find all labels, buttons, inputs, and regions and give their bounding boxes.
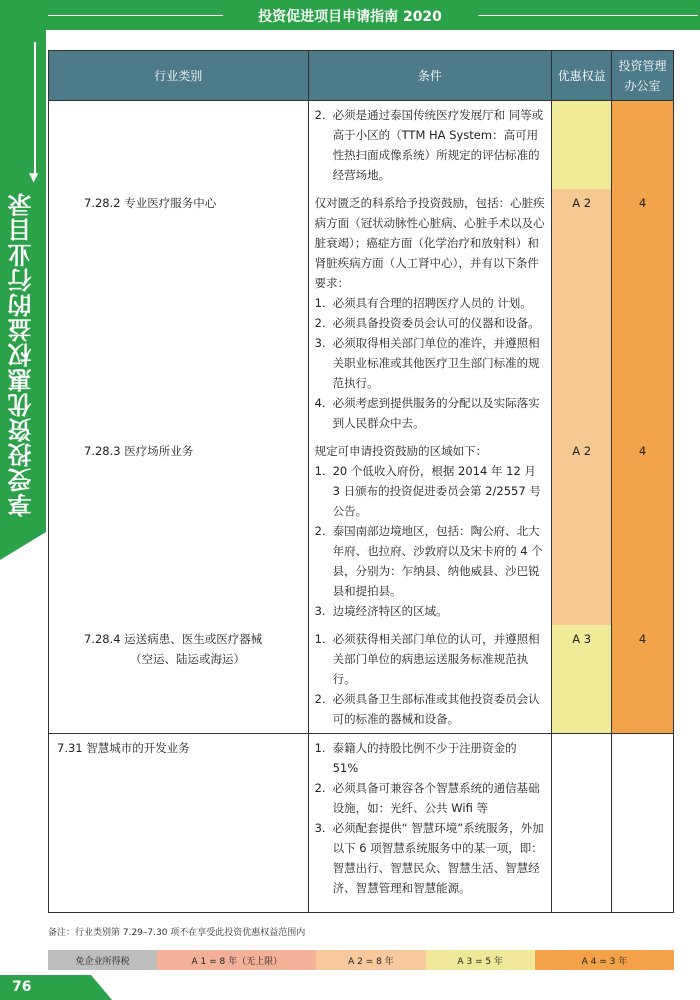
legend: [48, 950, 674, 970]
list-item: 4. 必须考虑到提供服务的分配以及实际落实到人民群众中去。: [314, 396, 540, 430]
office-cell: 4: [612, 625, 674, 734]
office-cell: 4: [612, 189, 674, 437]
table-header-row: [49, 51, 674, 101]
header-line-right: [478, 15, 698, 16]
footnote: 备注：行业类别第 7.29–7.30 项不在享受此投资优惠权益范围内: [48, 928, 306, 938]
table-row: [49, 437, 674, 625]
legend-item: 免企业所得税: [48, 950, 157, 970]
legend-item: A 1 = 8 年（无上限）: [157, 950, 316, 970]
list-item: 2. 泰国南部边境地区，包括：陶公府、北大年府、也拉府、沙敦府以及宋卡府的 4 个县，分别为：乍纳县、纳他威县、沙巴锐县和提拍县。: [314, 524, 543, 598]
table-row: [49, 101, 674, 190]
side-arrow-line: [34, 42, 36, 177]
legend-item: A 3 = 5 年: [426, 950, 535, 970]
header-category: 行业类别: [49, 51, 309, 101]
list-item: 3. 边境经济特区的区域。: [314, 604, 448, 618]
side-section-title: 享受投资优惠权益的行业目录: [8, 192, 36, 518]
arrow-down-icon: ▼: [29, 170, 39, 184]
list-item: 1. 20 个低收入府份，根据 2014 年 12 月 3 日颁布的投资促进委员会第 2/2557 号公告。: [314, 464, 541, 518]
office-cell: 4: [612, 437, 674, 625]
list-item: 1. 必须获得相关部门单位的认可，并遵照相关部门单位的病患运送服务标准规范执行。: [314, 632, 540, 686]
industry-table: [48, 50, 674, 913]
category-cell: 7.28.4 运送病患、医生或医疗器械 （空运、陆运或海运）: [49, 625, 309, 734]
header-line-left: [48, 15, 223, 16]
header-office: 投资管理 办公室: [612, 51, 674, 101]
condition-intro: 仅对匮乏的科系给予投资鼓励，包括：心脏疾病方面（冠状动脉性心脏病、心脏手术以及心脏衰竭）；癌症方面（化学治疗和放射科）和肾脏疾病方面（人工肾中心），并有以下条件要求：: [314, 196, 545, 290]
header-conditions: 条件: [308, 51, 552, 101]
list-item: 1. 必须具有合理的招聘医疗人员的 计划。: [314, 296, 532, 310]
list-item: 1. 泰籍人的持股比例不少于注册资金的 51%: [314, 741, 517, 775]
table-row: [49, 734, 674, 913]
benefit-cell: A 2: [552, 189, 612, 437]
benefit-cell: A 2: [552, 437, 612, 625]
benefit-cell: A 3: [552, 625, 612, 734]
list-item: 2. 必须具备投资委员会认可的仪器和设备。: [314, 316, 540, 330]
category-cell: 7.28.3 医疗场所业务: [49, 437, 309, 625]
table-row: [49, 189, 674, 437]
list-item: 3. 必须配套提供“ 智慧环境”系统服务，外加以下 6 项智慧系统服务中的某一项，即：智慧出行、智慧民众、智慧生活、智慧经济、智慧管理和智慧能源。: [314, 821, 544, 895]
list-item: 2. 必须具备可兼容各个智慧系统的通信基础设施，如：光纤、公共 Wifi 等: [314, 781, 540, 815]
legend-item: A 4 = 3 年: [535, 950, 674, 970]
footer-bar: [0, 975, 700, 1000]
header-benefit: 优惠权益: [552, 51, 612, 101]
header-bar: [0, 0, 700, 30]
table-row: [49, 625, 674, 734]
category-cell: 7.31 智慧城市的开发业务: [49, 734, 309, 913]
list-item: 2. 必须具备卫生部标准或其他投资委员会认可的标准的器械和设备。: [314, 692, 540, 726]
list-item: 3. 必须取得相关部门单位的准许，并遵照相关职业标准或其他医疗卫生部门标准的规范执行。: [314, 336, 540, 390]
condition-intro: 规定可申请投资鼓励的区域如下：: [314, 444, 488, 458]
list-item: 2. 必须是通过泰国传统医疗发展厅和 同等或高于小区的（TTM HA System：高可用性热扫面成像系统）所规定的评估标准的经营场地。: [314, 108, 544, 182]
header-title: 投资促进项目申请指南 2020: [258, 9, 442, 25]
category-cell: 7.28.2 专业医疗服务中心: [49, 189, 309, 437]
page-number: 76: [12, 979, 32, 995]
legend-item: A 2 = 8 年: [316, 950, 425, 970]
